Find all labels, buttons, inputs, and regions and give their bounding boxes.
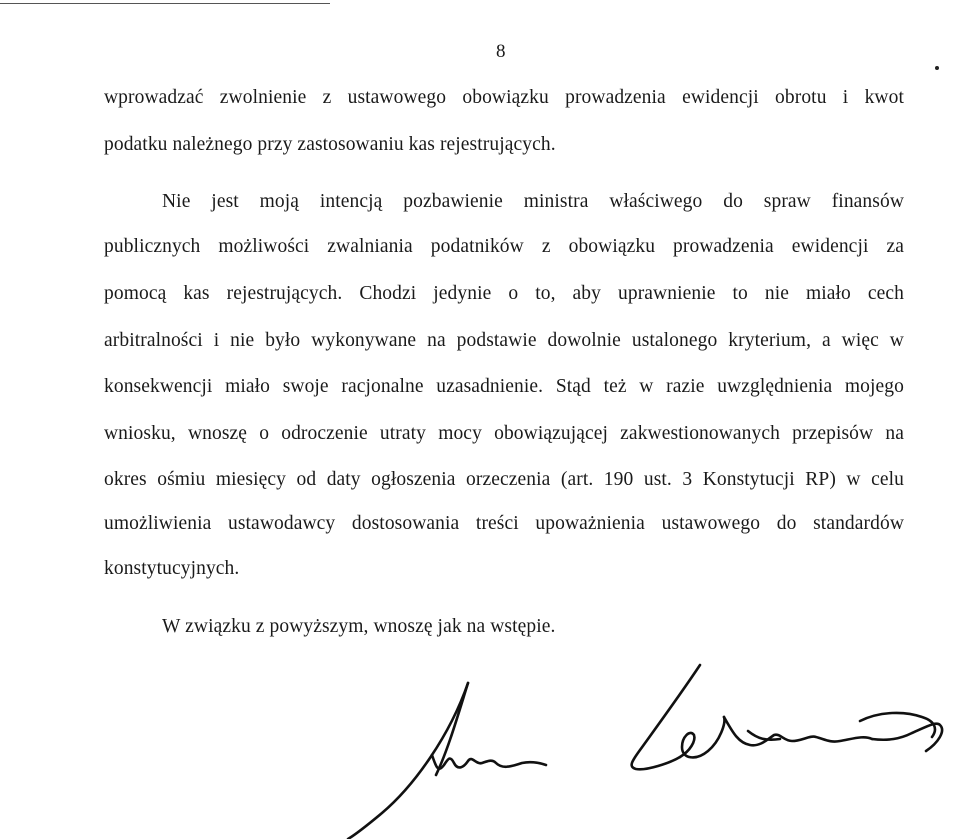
top-rule [0,3,330,4]
text-line: wprowadzać zwolnienie z ustawowego obowiązku prowadzenia ewidencji obrotu i kwot [104,87,904,108]
page-number: 8 [496,41,506,62]
text-line: okres ośmiu miesięcy od daty ogłoszenia orzeczenia (art. 190 ust. 3 Konstytucji RP) w celu [104,469,904,490]
text-line: wniosku, wnoszę o odroczenie utraty mocy obowiązującej zakwestionowanych przepisów na [104,423,904,444]
signature [340,655,950,839]
text-line: konsekwencji miało swoje racjonalne uzasadnienie. Stąd też w razie uwzględnienia mojego [104,376,904,397]
text-line: Nie jest moją intencją pozbawienie ministra właściwego do spraw finansów [162,191,904,212]
closing-line: W związku z powyższym, wnoszę jak na wstępie. [162,616,556,637]
corner-dot [935,66,939,70]
text-line: arbitralności i nie było wykonywane na podstawie dowolnie ustalonego kryterium, a więc w [104,330,904,351]
text-line: umożliwienia ustawodawcy dostosowania treści upoważnienia ustawowego do standardów [104,513,904,534]
text-line: podatku należnego przy zastosowaniu kas rejestrujących. [104,134,556,155]
text-line: publicznych możliwości zwalniania podatników z obowiązku prowadzenia ewidencji za [104,236,904,257]
text-line: konstytucyjnych. [104,558,240,579]
text-line: pomocą kas rejestrujących. Chodzi jedynie o to, aby uprawnienie to nie miało cech [104,283,904,304]
